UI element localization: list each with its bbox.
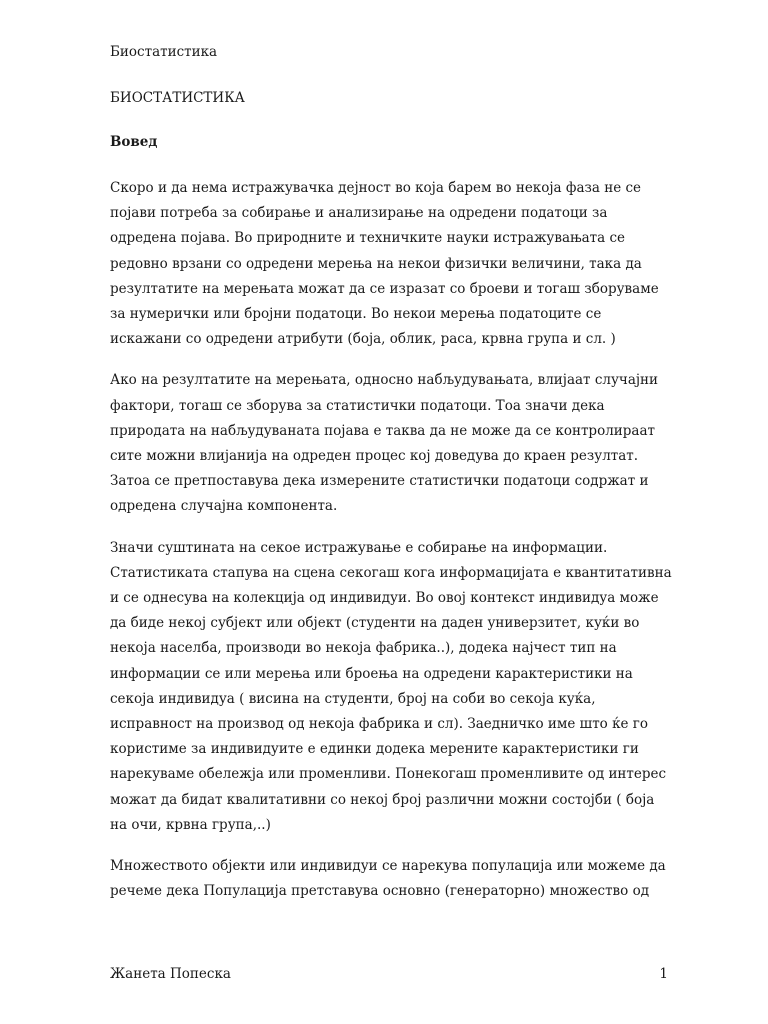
text-line: да биде некој субјект или објект (студенти на даден универзитет, куќи во [110, 615, 640, 632]
text-line: Значи суштината на секое истражување е собирање на информации. [110, 539, 608, 556]
text-line: искажани со одредени атрибути (боја, облик, раса, крвна група и сл. ) [110, 331, 616, 348]
text-line: резултатите на мерењата можат да се изразат со броеви и тогаш зборуваме [110, 280, 659, 297]
footer-author: Жанета Попеска [110, 966, 231, 982]
text-line: Ако на резултатите на мерењата, односно набљудувањата, влијаат случајни [110, 372, 659, 389]
text-line: редовно врзани со одредени мерења на некои физички величини, така да [110, 255, 642, 272]
document-title: БИОСТАТИСТИКА [110, 90, 245, 106]
text-line: користиме за индивидуите е единки додека мерените карактеристики ги [110, 741, 639, 758]
text-line: речеме дека Популација претставува основно (генераторно) множество од [110, 883, 650, 900]
section-heading: Вовед [110, 134, 158, 150]
text-line: сите можни влијанија на одреден процес кој доведува до краен резултат. [110, 448, 639, 465]
text-line: Скоро и да нема истражувачка дејност во која барем во некоја фаза не се [110, 180, 642, 196]
paragraph-4 [110, 854, 665, 904]
text-line: на очи, крвна група,..) [110, 816, 271, 833]
paragraph-1 [110, 176, 665, 352]
running-header: Биостатистика [110, 44, 218, 60]
text-line: некоја населба, производи во некоја фабрика..), додека најчест тип на [110, 640, 617, 657]
text-line: природата на набљудуваната појава е таква да не може да се контролираат [110, 422, 655, 439]
text-line: исправност на производ од некоја фабрика и сл). Заедничко име што ќе го [110, 716, 649, 733]
text-line: нарекуваме обележја или променливи. Понекогаш променливите од интерес [110, 766, 667, 783]
paragraph-2 [110, 368, 665, 519]
text-line: одредена случајна компонента. [110, 498, 338, 515]
text-line: Статистиката стапува на сцена секогаш кога информацијата е квантитативна [110, 564, 672, 581]
text-line: секоја индивидуа ( висина на студенти, број на соби во секоја куќа, [110, 690, 596, 707]
text-line: информации се или мерења или броења на одредени карактеристики на [110, 665, 633, 682]
page-number: 1 [659, 966, 668, 982]
text-line: и се однесува на колекција од индивидуи. Во овој контекст индивидуа може [110, 590, 659, 607]
text-line: појави потреба за собирање и анализирање на одредени податоци за [110, 205, 608, 222]
paragraph-3 [110, 536, 672, 838]
text-line: Множеството објекти или индивидуи се нарекува популација или можеме да [110, 858, 666, 875]
page-body [110, 88, 672, 920]
text-line: можат да бидат квалитативни со некој број различни можни состојби ( боја [110, 791, 655, 808]
text-line: фактори, тогаш се зборува за статистички податоци. Тоа значи дека [110, 397, 605, 414]
text-line: одредена појава. Во природните и техничките науки истражувањата се [110, 230, 626, 247]
text-line: Затоа се претпоставува дека измерените статистички податоци содржат и [110, 473, 649, 490]
text-line: за нумерички или бројни податоци. Во некои мерења податоците се [110, 306, 602, 323]
